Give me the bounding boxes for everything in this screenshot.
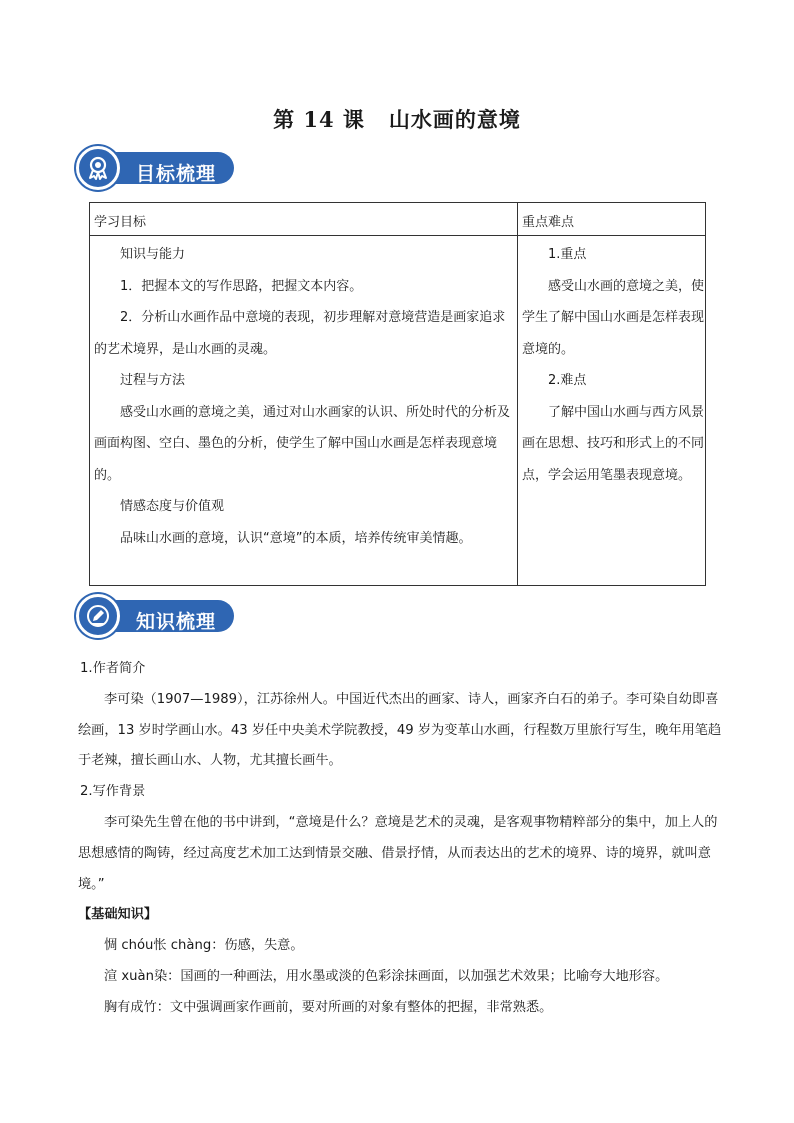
goal-line: 知识与能力 xyxy=(120,247,186,262)
goal-line: 品味山水画的意境，认识“意境”的本质，培养传统审美情趣。 xyxy=(120,530,472,546)
lesson-name: 山水画的意境 xyxy=(388,107,521,132)
key-difficulties-cell xyxy=(522,239,704,491)
goal-line: 过程与方法 xyxy=(120,373,186,388)
learning-goals-cell xyxy=(94,239,514,554)
award-ribbon-icon xyxy=(76,146,120,190)
key-line: 1.重点 xyxy=(548,247,587,262)
vocab-term: 惆 chóu怅 chàng：伤感，失意。 xyxy=(104,938,304,954)
header-key-difficulties: 重点难点 xyxy=(522,215,575,230)
writing-background-text: 李可染先生曾在他的书中讲到，“意境是什么？意境是艺术的灵魂，是客观事物精粹部分的集中，加上人的思想感情的陶铸，经过高度艺术加工达到情景交融、借景抒情，从而表达出的艺术的境界、诗的境界，就叫意境。” xyxy=(78,814,718,892)
goals-banner-label: 目标梳理 xyxy=(136,163,217,185)
goal-line: 情感态度与价值观 xyxy=(120,499,225,514)
key-line: 了解中国山水画与西方风景画在思想、技巧和形式上的不同点，学会运用笔墨表现意境。 xyxy=(522,404,705,483)
lesson-number: 第 14 课 xyxy=(273,107,365,132)
writing-background-heading: 2.写作背景 xyxy=(80,784,146,800)
goal-line: 1．把握本文的写作思路，把握文本内容。 xyxy=(120,278,363,294)
header-learning-goals: 学习目标 xyxy=(94,215,147,230)
key-line: 感受山水画的意境之美，使学生了解中国山水画是怎样表现意境的。 xyxy=(522,278,705,357)
author-intro-heading: 1.作者简介 xyxy=(80,661,146,676)
key-line: 2.难点 xyxy=(548,373,587,388)
vocab-term: 胸有成竹：文中强调画家作画前，要对所画的对象有整体的把握，非常熟悉。 xyxy=(104,999,553,1015)
goal-line: 感受山水画的意境之美，通过对山水画家的认识、所处时代的分析及画面构图、空白、墨色的分析，使学生了解中国山水画是怎样表现意境的。 xyxy=(94,404,511,483)
learning-goals-table xyxy=(89,202,706,586)
knowledge-banner-label: 知识梳理 xyxy=(136,611,217,633)
vocab-term: 渲 xuàn染：国画的一种画法，用水墨或淡的色彩涂抹画面，以加强艺术效果；比喻夸大地形容。 xyxy=(104,968,669,984)
basic-knowledge-heading: 【基础知识】 xyxy=(78,907,158,923)
author-intro-text: 李可染（1907—1989），江苏徐州人。中国近代杰出的画家、诗人，画家齐白石的弟子。李可染自幼即喜绘画，13 岁时学画山水。43 岁任中央美术学院教授，49 岁为变革山水画，行程数万里旅行写生，晚年用笔趋于老辣，擅长画山水、人物，尤其擅长画牛。 xyxy=(78,691,722,769)
goal-line: 2．分析山水画作品中意境的表现，初步理解对意境营造是画家追求的艺术境界，是山水画的灵魂。 xyxy=(94,310,506,357)
pencil-edit-icon xyxy=(76,594,120,638)
knowledge-content xyxy=(78,654,728,1024)
page-title xyxy=(0,104,794,134)
